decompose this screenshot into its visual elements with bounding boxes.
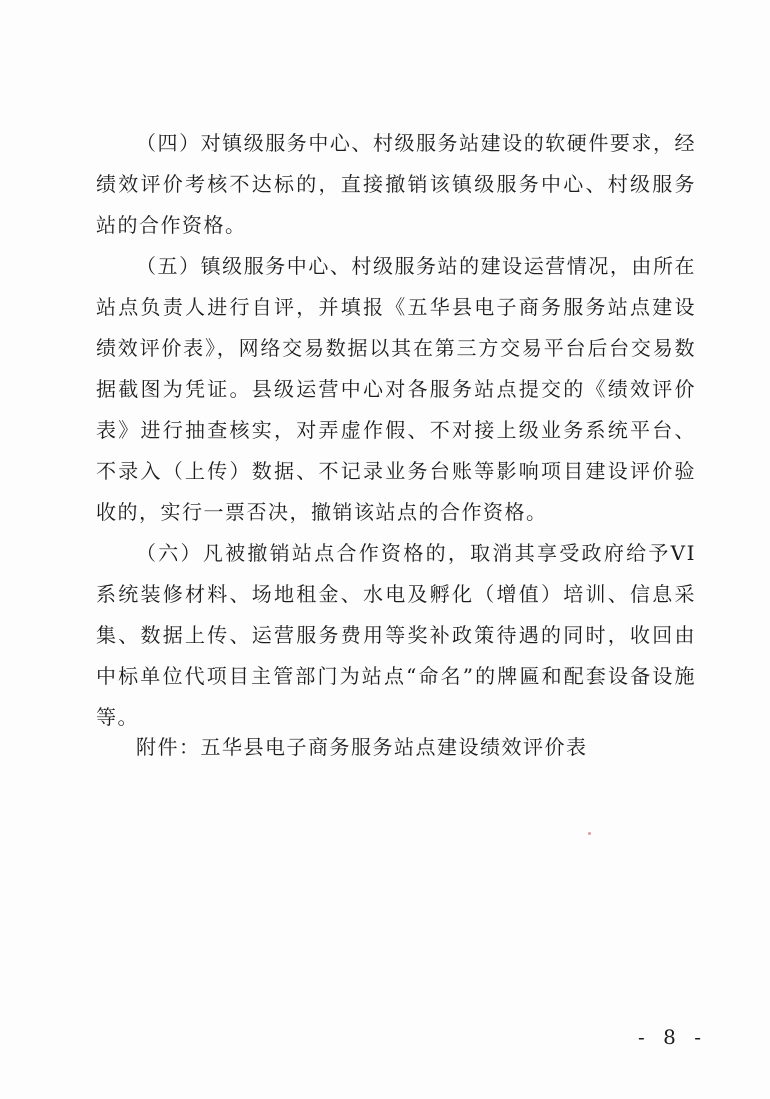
paragraph-four: （四）对镇级服务中心、村级服务站建设的软硬件要求，经绩效评价考核不达标的，直接撤销该镇级服务中心、村级服务站的合作资格。 bbox=[96, 131, 696, 237]
paragraph-six: （六）凡被撤销站点合作资格的，取消其享受政府给予VI系统装修材料、场地租金、水电及孵化（增值）培训、信息采集、数据上传、运营服务费用等奖补政策待遇的同时，收回由中标单位代项目主管部门为站点“命名”的牌匾和配套设备设施等。 bbox=[96, 541, 696, 729]
document-body bbox=[96, 123, 696, 738]
attachment-line: 附件：五华县电子商务服务站点建设绩效评价表 bbox=[136, 735, 588, 759]
page-number: - 8 - bbox=[638, 1025, 707, 1049]
scan-speck bbox=[588, 832, 591, 835]
paragraph-five: （五）镇级服务中心、村级服务站的建设运营情况，由所在站点负责人进行自评，并填报《五华县电子商务服务站点建设绩效评价表》，网络交易数据以其在第三方交易平台后台交易数据截图为凭证。县级运营中心对各服务站点提交的《绩效评价表》进行抽查核实，对弄虚作假、不对接上级业务系统平台、不录入（上传）数据、不记录业务台账等影响项目建设评价验收的，实行一票否决，撤销该站点的合作资格。 bbox=[96, 254, 696, 524]
